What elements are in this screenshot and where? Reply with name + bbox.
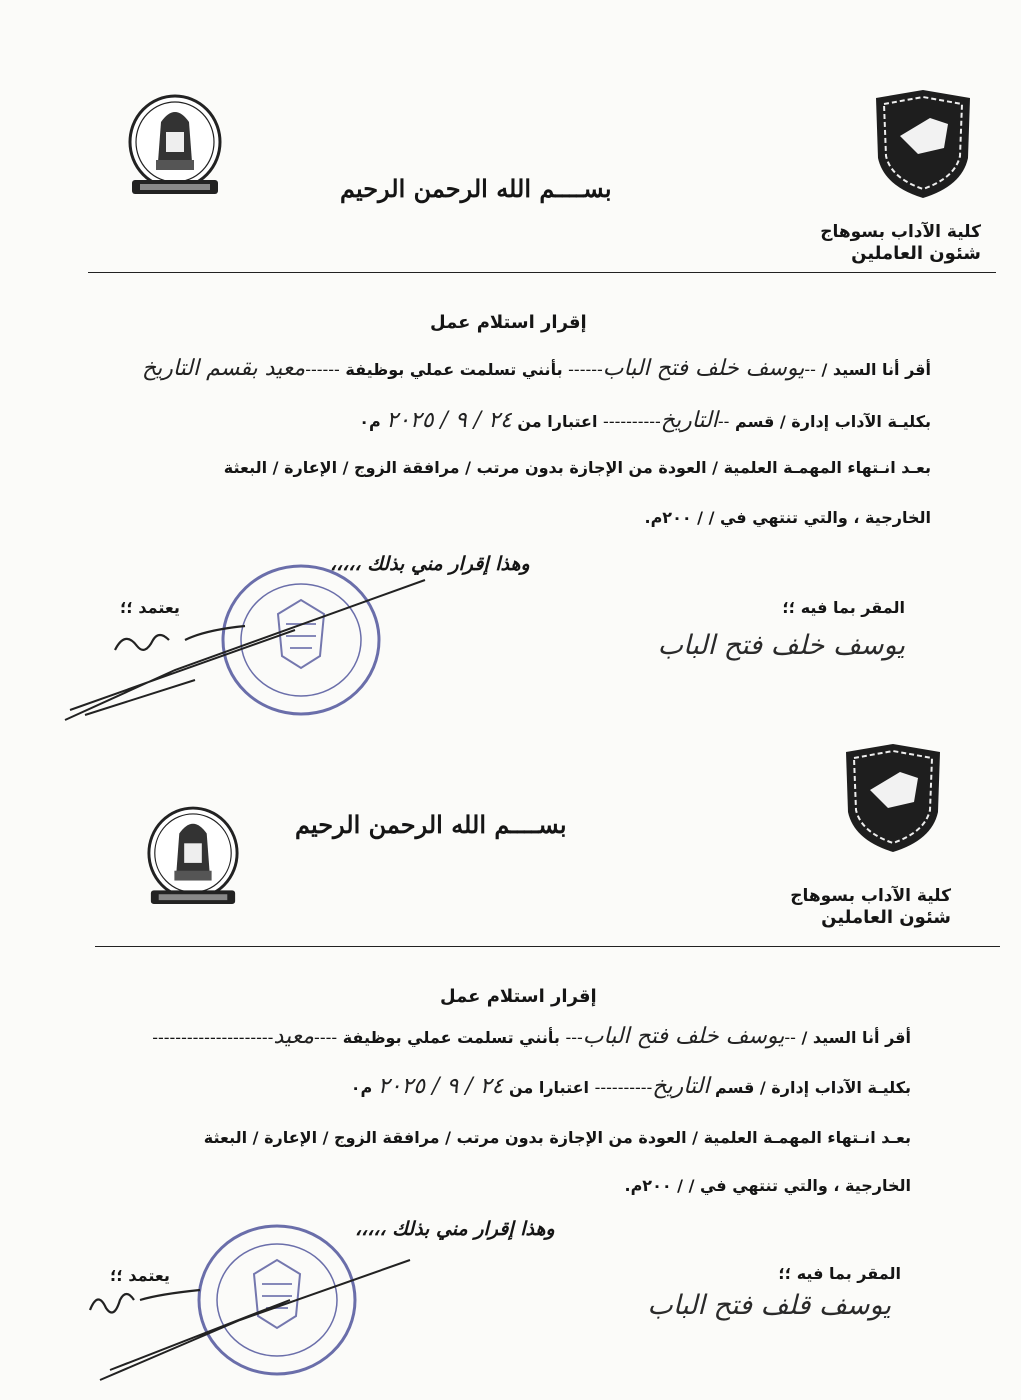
handwritten-signature-name[interactable]: يوسف قلف فتح الباب xyxy=(647,1290,891,1321)
form-title: إقرار استلام عمل xyxy=(440,986,597,1007)
declaration-line-3: بعـد انـتهاء المهمـة العلمية / العودة من الإجازة بدون مرتب / مرافقة الزوج / الإعارة / البعثة xyxy=(223,458,931,477)
approval-signature-icon xyxy=(80,1240,420,1390)
handwritten-dept[interactable]: التاريخ xyxy=(652,1074,710,1099)
yutamad-label: يعتمد ؛؛ xyxy=(110,1266,170,1285)
line2-mid: اعتبارا من xyxy=(508,1078,590,1097)
form-title: إقرار استلام عمل xyxy=(430,312,587,333)
line2-prefix: بكليـة الآداب إدارة / قسم xyxy=(735,412,931,431)
line2-year: م٠ xyxy=(350,1078,373,1097)
line1-mid: بأنني تسلمت عملي بوظيفة xyxy=(345,360,563,379)
basmala: بســــم الله الرحمن الرحيم xyxy=(340,174,612,203)
department-name: شئون العاملين xyxy=(821,907,951,929)
handwritten-signature-name[interactable]: يوسف خلف فتح الباب xyxy=(657,630,905,661)
declaration-line-2: بكليـة الآداب إدارة / قسم --التاريخ---------- اعتبارا من ٢٤ / ٩ / ٢٠٢٥ م٠ xyxy=(359,408,931,433)
college-logo-icon xyxy=(145,804,241,912)
university-shield-icon xyxy=(840,742,946,854)
header-divider xyxy=(95,946,1000,947)
declaration-line-1: أقر أنا السيد / --يوسف خلف فتح الباب--- بأنني تسلمت عملي بوظيفة ----معيد--------------------- xyxy=(152,1024,911,1049)
handwritten-name[interactable]: يوسف خلف فتح الباب xyxy=(602,356,805,381)
closing-statement: وهذا إقرار مني بذلك ،،،،، xyxy=(355,1218,555,1240)
header-divider xyxy=(88,272,996,273)
declaration-line-2: بكليـة الآداب إدارة / قسم التاريخ---------- اعتبارا من ٢٤ / ٩ / ٢٠٢٥ م٠ xyxy=(350,1074,911,1099)
college-name: كلية الآداب بسوهاج xyxy=(790,886,951,906)
handwritten-dept[interactable]: التاريخ xyxy=(660,408,718,433)
department-name: شئون العاملين xyxy=(851,243,981,265)
form-section-2 xyxy=(0,720,1021,1400)
college-header xyxy=(711,886,951,930)
college-header xyxy=(741,222,981,266)
handwritten-job[interactable]: معيد xyxy=(273,1024,315,1049)
muqir-label: المقر بما فيه ؛؛ xyxy=(778,1264,901,1283)
handwritten-name[interactable]: يوسف خلف فتح الباب xyxy=(582,1024,785,1049)
line1-mid: بأنني تسلمت عملي بوظيفة xyxy=(342,1028,560,1047)
handwritten-date[interactable]: ٢٤ / ٩ / ٢٠٢٥ xyxy=(377,1074,504,1099)
line2-prefix: بكليـة الآداب إدارة / قسم xyxy=(715,1078,911,1097)
line1-prefix: أقر أنا السيد / xyxy=(801,1028,911,1047)
handwritten-date[interactable]: ٢٤ / ٩ / ٢٠٢٥ xyxy=(386,408,512,433)
yutamad-label: يعتمد ؛؛ xyxy=(120,598,180,617)
declaration-line-4: الخارجية ، والتي تنتهي في / / ٢٠٠م. xyxy=(624,1176,911,1195)
basmala: بســــم الله الرحمن الرحيم xyxy=(295,810,567,839)
closing-statement: وهذا إقرار مني بذلك ،،،،، xyxy=(330,553,530,575)
line2-mid: اعتبارا من xyxy=(517,412,598,431)
declaration-line-3: بعـد انـتهاء المهمـة العلمية / العودة من الإجازة بدون مرتب / مرافقة الزوج / الإعارة / البعثة xyxy=(203,1128,911,1147)
declaration-line-4: الخارجية ، والتي تنتهي في / / ٢٠٠م. xyxy=(644,508,931,527)
muqir-label: المقر بما فيه ؛؛ xyxy=(782,598,905,617)
university-shield-icon xyxy=(870,88,976,200)
line1-prefix: أقر أنا السيد / xyxy=(821,360,931,379)
college-logo-icon xyxy=(126,92,224,202)
declaration-line-1: أقر أنا السيد / --يوسف خلف فتح الباب------ بأنني تسلمت عملي بوظيفة ------معيد بقسم التاريخ xyxy=(141,356,931,381)
approval-signature-icon xyxy=(55,570,435,730)
handwritten-job[interactable]: معيد بقسم التاريخ xyxy=(141,356,306,381)
line2-year: م٠ xyxy=(359,412,381,431)
college-name: كلية الآداب بسوهاج xyxy=(820,222,981,242)
